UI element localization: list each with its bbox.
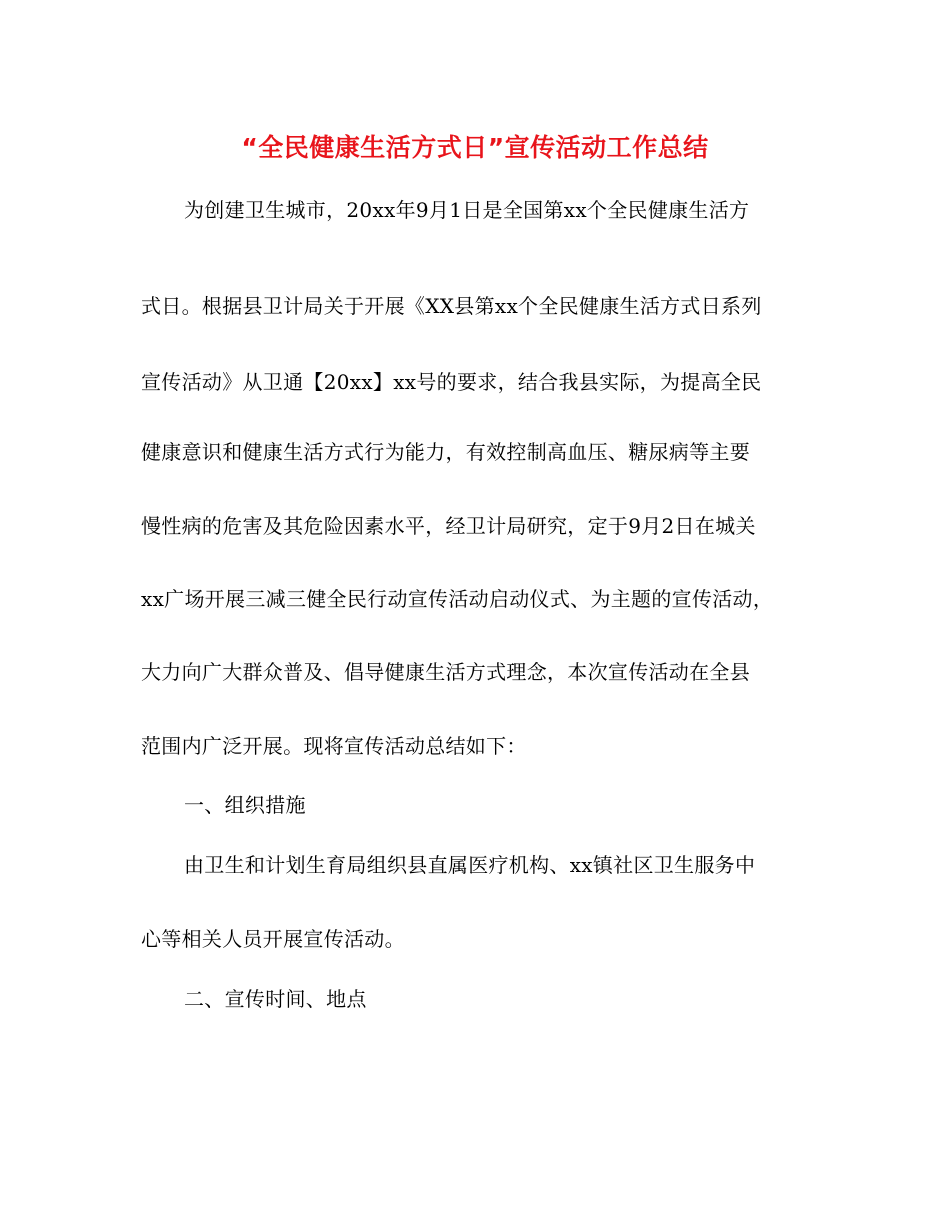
section-heading-1: 一、组织措施	[184, 793, 306, 817]
paragraph-line-2: 式日。根据县卫计局关于开展《XX县第xx个全民健康生活方式日系列	[141, 294, 762, 318]
paragraph-line-10: 心等相关人员开展宣传活动。	[141, 927, 405, 951]
document-title: “全民健康生活方式日”宣传活动工作总结	[241, 133, 709, 162]
paragraph-line-7: 大力向广大群众普及、倡导健康生活方式理念，本次宣传活动在全县	[141, 660, 750, 684]
paragraph-line-3: 宣传活动》从卫通【20xx】xx号的要求，结合我县实际，为提高全民	[141, 370, 762, 394]
section-heading-2: 二、宣传时间、地点	[184, 987, 367, 1011]
paragraph-line-6: xx广场开展三减三健全民行动宣传活动启动仪式、为主题的宣传活动，	[141, 587, 774, 611]
paragraph-line-1: 为创建卫生城市，20xx年9月1日是全国第xx个全民健康生活方	[184, 198, 750, 222]
paragraph-line-8: 范围内广泛开展。现将宣传活动总结如下：	[141, 734, 527, 758]
paragraph-line-4: 健康意识和健康生活方式行为能力，有效控制高血压、糖尿病等主要	[141, 440, 750, 464]
paragraph-line-5: 慢性病的危害及其危险因素水平，经卫计局研究，定于9月2日在城关	[141, 514, 756, 538]
paragraph-line-9: 由卫生和计划生育局组织县直属医疗机构、xx镇社区卫生服务中	[184, 853, 756, 877]
